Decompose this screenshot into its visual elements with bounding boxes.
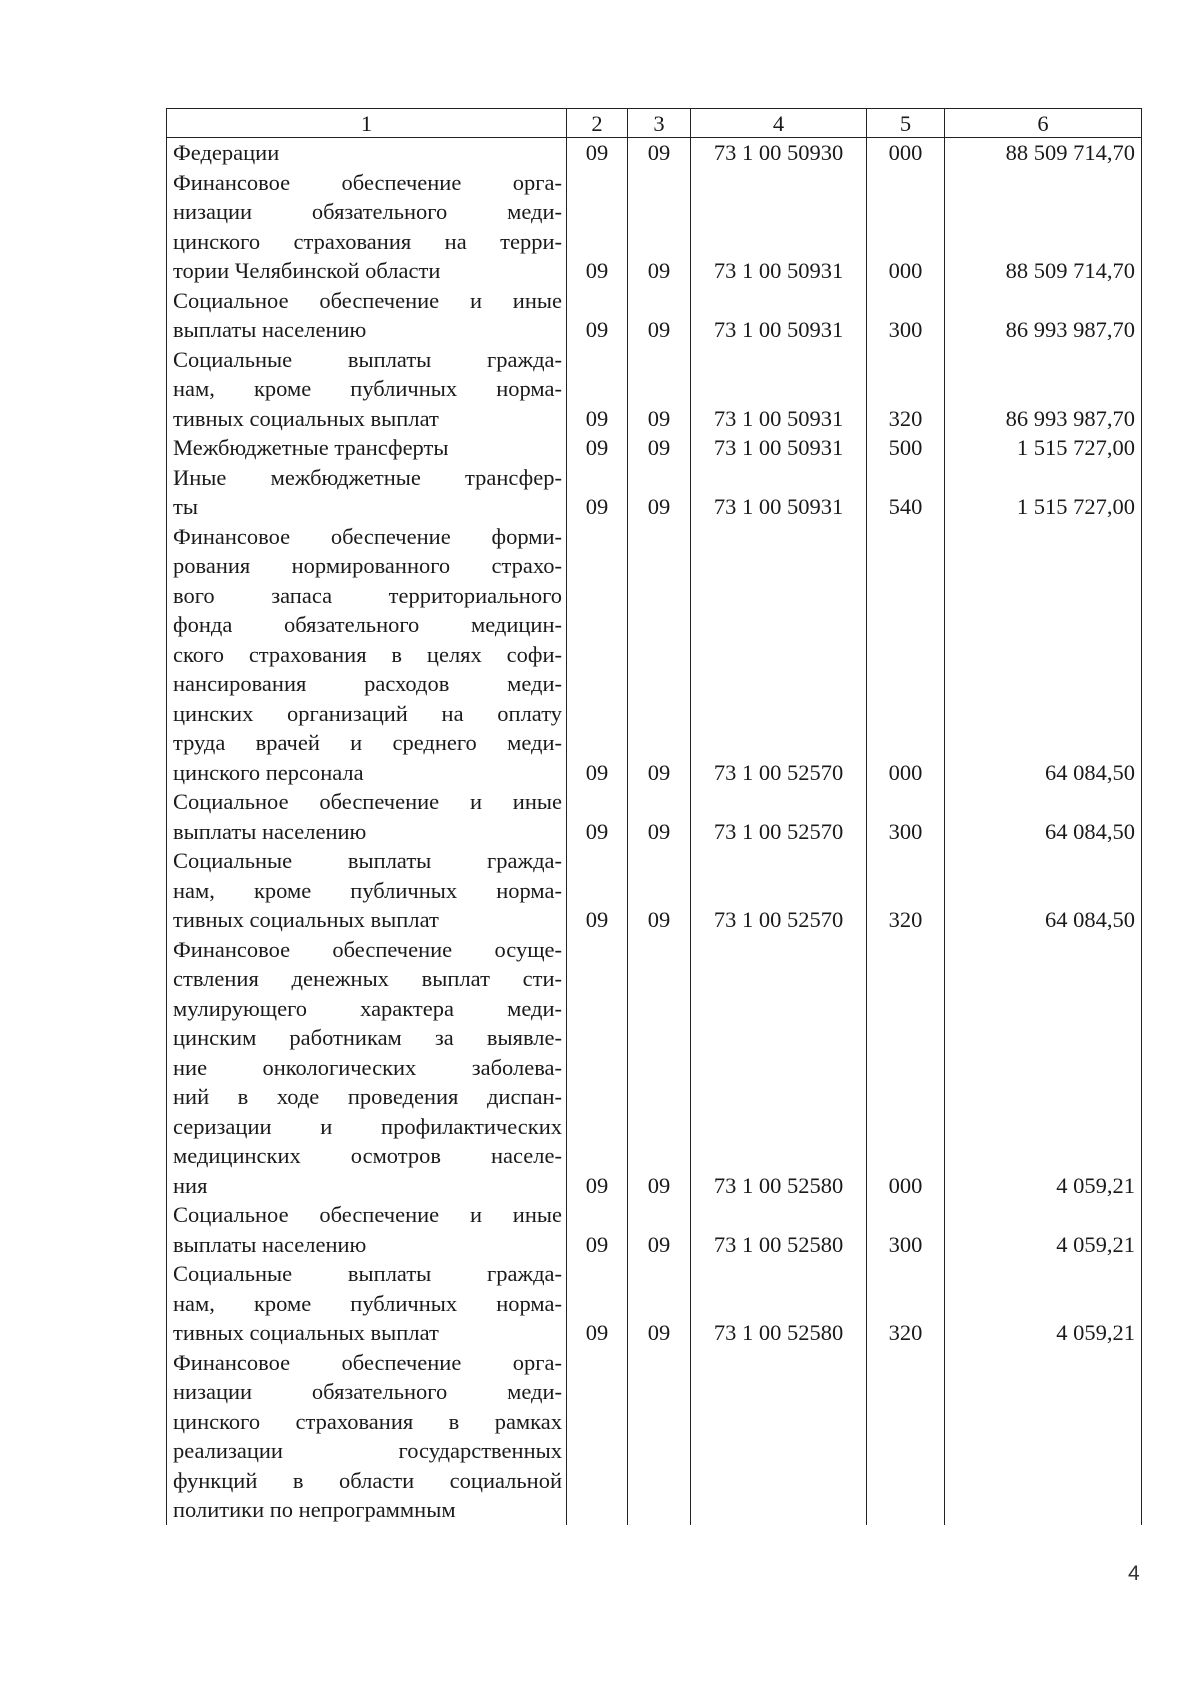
description-line: низации обязательного меди- bbox=[173, 199, 562, 224]
description-line: серизации и профилактических bbox=[173, 1113, 562, 1139]
row-subsection-code: 09 bbox=[628, 463, 691, 522]
row-amount: 86 993 987,70 bbox=[945, 345, 1142, 434]
table-header-row bbox=[167, 109, 1142, 138]
row-amount: 88 509 714,70 bbox=[945, 138, 1142, 168]
row-expense-type: 320 bbox=[867, 846, 945, 935]
budget-table bbox=[166, 108, 1142, 1525]
row-section-code: 09 bbox=[567, 787, 628, 846]
row-description bbox=[167, 168, 567, 286]
description-line: рования нормированного страхо- bbox=[173, 553, 562, 578]
description-line: ского страхования в целях софи- bbox=[173, 641, 562, 667]
row-description bbox=[167, 138, 567, 168]
row-description bbox=[167, 935, 567, 1201]
table-row bbox=[167, 463, 1142, 522]
table-row bbox=[167, 138, 1142, 168]
description-line: мулирующего характера меди- bbox=[173, 995, 562, 1021]
row-amount: 64 084,50 bbox=[945, 522, 1142, 788]
description-line: ния bbox=[173, 1172, 208, 1198]
row-amount: 1 515 727,00 bbox=[945, 463, 1142, 522]
description-line: труда врачей и среднего меди- bbox=[173, 730, 562, 755]
row-target-article: 73 1 00 50931 bbox=[691, 463, 867, 522]
row-amount: 88 509 714,70 bbox=[945, 168, 1142, 286]
row-amount: 4 059,21 bbox=[945, 1259, 1142, 1348]
row-amount: 64 084,50 bbox=[945, 787, 1142, 846]
description-line: ние онкологических заболева- bbox=[173, 1054, 562, 1080]
description-line: Социальные выплаты гражда- bbox=[173, 1261, 562, 1286]
row-amount: 64 084,50 bbox=[945, 846, 1142, 935]
table-row bbox=[167, 787, 1142, 846]
row-section-code: 09 bbox=[567, 138, 628, 168]
row-subsection-code bbox=[628, 1348, 691, 1525]
table-row bbox=[167, 1200, 1142, 1259]
row-section-code: 09 bbox=[567, 1200, 628, 1259]
description-line: Межбюджетные трансферты bbox=[173, 435, 449, 460]
description-line: цинского персонала bbox=[173, 759, 364, 785]
row-expense-type: 000 bbox=[867, 138, 945, 168]
description-line: нам, кроме публичных норма- bbox=[173, 376, 562, 401]
row-subsection-code: 09 bbox=[628, 1259, 691, 1348]
row-subsection-code: 09 bbox=[628, 138, 691, 168]
table-body bbox=[167, 138, 1142, 1525]
row-target-article: 73 1 00 50931 bbox=[691, 433, 867, 463]
description-line: выплаты населению bbox=[173, 818, 367, 844]
description-line: Социальные выплаты гражда- bbox=[173, 848, 562, 873]
table-row bbox=[167, 1348, 1142, 1525]
row-section-code: 09 bbox=[567, 286, 628, 345]
description-line: Социальные выплаты гражда- bbox=[173, 346, 562, 372]
row-section-code: 09 bbox=[567, 846, 628, 935]
row-amount: 4 059,21 bbox=[945, 935, 1142, 1201]
row-target-article: 73 1 00 52580 bbox=[691, 1200, 867, 1259]
description-line: тории Челябинской области bbox=[173, 258, 441, 283]
description-line: тивных социальных выплат bbox=[173, 405, 439, 431]
row-subsection-code: 09 bbox=[628, 846, 691, 935]
row-subsection-code: 09 bbox=[628, 935, 691, 1201]
row-target-article: 73 1 00 50931 bbox=[691, 286, 867, 345]
row-target-article: 73 1 00 50931 bbox=[691, 345, 867, 434]
header-col-2: 2 bbox=[567, 109, 628, 138]
row-expense-type: 320 bbox=[867, 1259, 945, 1348]
page-number: 4 bbox=[1128, 1562, 1140, 1585]
table-row bbox=[167, 345, 1142, 434]
row-target-article: 73 1 00 50930 bbox=[691, 138, 867, 168]
row-section-code: 09 bbox=[567, 522, 628, 788]
row-description bbox=[167, 433, 567, 463]
row-expense-type: 300 bbox=[867, 787, 945, 846]
row-target-article: 73 1 00 52580 bbox=[691, 935, 867, 1201]
table-row bbox=[167, 168, 1142, 286]
table-row bbox=[167, 846, 1142, 935]
table-row bbox=[167, 522, 1142, 788]
description-line: вого запаса территориального bbox=[173, 582, 562, 608]
row-target-article: 73 1 00 52570 bbox=[691, 846, 867, 935]
description-line: функций в области социальной bbox=[173, 1467, 562, 1493]
row-description bbox=[167, 846, 567, 935]
row-subsection-code: 09 bbox=[628, 168, 691, 286]
row-section-code: 09 bbox=[567, 935, 628, 1201]
budget-table-page bbox=[166, 108, 1141, 1525]
description-line: выплаты населению bbox=[173, 317, 367, 342]
description-line: Финансовое обеспечение орга- bbox=[173, 1349, 562, 1375]
row-description bbox=[167, 286, 567, 345]
row-subsection-code: 09 bbox=[628, 433, 691, 463]
description-line: нам, кроме публичных норма- bbox=[173, 877, 562, 903]
header-col-3: 3 bbox=[628, 109, 691, 138]
row-description bbox=[167, 1259, 567, 1348]
description-line: нансирования расходов меди- bbox=[173, 671, 562, 696]
table-row bbox=[167, 286, 1142, 345]
row-section-code: 09 bbox=[567, 168, 628, 286]
description-line: низации обязательного меди- bbox=[173, 1379, 562, 1404]
row-expense-type: 320 bbox=[867, 345, 945, 434]
row-section-code: 09 bbox=[567, 345, 628, 434]
table-row bbox=[167, 935, 1142, 1201]
description-line: Федерации bbox=[173, 140, 280, 165]
header-col-1: 1 bbox=[167, 109, 567, 138]
row-description bbox=[167, 522, 567, 788]
row-amount: 86 993 987,70 bbox=[945, 286, 1142, 345]
description-line: Иные межбюджетные трансфер- bbox=[173, 464, 562, 490]
description-line: нам, кроме публичных норма- bbox=[173, 1290, 562, 1316]
description-line: тивных социальных выплат bbox=[173, 1320, 439, 1345]
row-target-article: 73 1 00 50931 bbox=[691, 168, 867, 286]
row-description bbox=[167, 1200, 567, 1259]
row-description bbox=[167, 1348, 567, 1525]
description-line: ствления денежных выплат сти- bbox=[173, 966, 562, 991]
description-line: Финансовое обеспечение осуще- bbox=[173, 936, 562, 962]
row-subsection-code: 09 bbox=[628, 345, 691, 434]
description-line: выплаты населению bbox=[173, 1231, 367, 1257]
description-line: цинским работникам за выявле- bbox=[173, 1025, 562, 1050]
row-section-code: 09 bbox=[567, 463, 628, 522]
description-line: Финансовое обеспечение форми- bbox=[173, 523, 562, 549]
row-section-code: 09 bbox=[567, 1259, 628, 1348]
description-line: Социальное обеспечение и иные bbox=[173, 789, 562, 814]
row-subsection-code: 09 bbox=[628, 286, 691, 345]
row-expense-type: 300 bbox=[867, 286, 945, 345]
row-expense-type: 500 bbox=[867, 433, 945, 463]
row-expense-type bbox=[867, 1348, 945, 1525]
row-expense-type: 000 bbox=[867, 935, 945, 1201]
header-col-5: 5 bbox=[867, 109, 945, 138]
row-amount: 1 515 727,00 bbox=[945, 433, 1142, 463]
description-line: цинского страхования в рамках bbox=[173, 1408, 562, 1434]
row-subsection-code: 09 bbox=[628, 522, 691, 788]
row-target-article: 73 1 00 52570 bbox=[691, 787, 867, 846]
header-col-6: 6 bbox=[945, 109, 1142, 138]
description-line: цинских организаций на оплату bbox=[173, 700, 562, 726]
description-line: политики по непрограммным bbox=[173, 1497, 456, 1522]
row-description bbox=[167, 787, 567, 846]
description-line: ты bbox=[173, 494, 198, 519]
row-amount bbox=[945, 1348, 1142, 1525]
description-line: Социальное обеспечение и иные bbox=[173, 287, 562, 313]
row-section-code bbox=[567, 1348, 628, 1525]
description-line: цинского страхования на терри- bbox=[173, 228, 562, 254]
row-subsection-code: 09 bbox=[628, 1200, 691, 1259]
row-target-article: 73 1 00 52570 bbox=[691, 522, 867, 788]
description-line: тивных социальных выплат bbox=[173, 907, 439, 932]
row-description bbox=[167, 345, 567, 434]
table-row bbox=[167, 433, 1142, 463]
row-expense-type: 300 bbox=[867, 1200, 945, 1259]
row-target-article bbox=[691, 1348, 867, 1525]
row-subsection-code: 09 bbox=[628, 787, 691, 846]
row-amount: 4 059,21 bbox=[945, 1200, 1142, 1259]
row-description bbox=[167, 463, 567, 522]
description-line: медицинских осмотров населе- bbox=[173, 1143, 562, 1168]
row-expense-type: 000 bbox=[867, 168, 945, 286]
header-col-4: 4 bbox=[691, 109, 867, 138]
description-line: Социальное обеспечение и иные bbox=[173, 1202, 562, 1227]
row-target-article: 73 1 00 52580 bbox=[691, 1259, 867, 1348]
description-line: Финансовое обеспечение орга- bbox=[173, 169, 562, 195]
description-line: ний в ходе проведения диспан- bbox=[173, 1084, 562, 1109]
description-line: реализации государственных bbox=[173, 1438, 562, 1463]
table-row bbox=[167, 1259, 1142, 1348]
description-line: фонда обязательного медицин- bbox=[173, 612, 562, 637]
row-section-code: 09 bbox=[567, 433, 628, 463]
row-expense-type: 540 bbox=[867, 463, 945, 522]
row-expense-type: 000 bbox=[867, 522, 945, 788]
